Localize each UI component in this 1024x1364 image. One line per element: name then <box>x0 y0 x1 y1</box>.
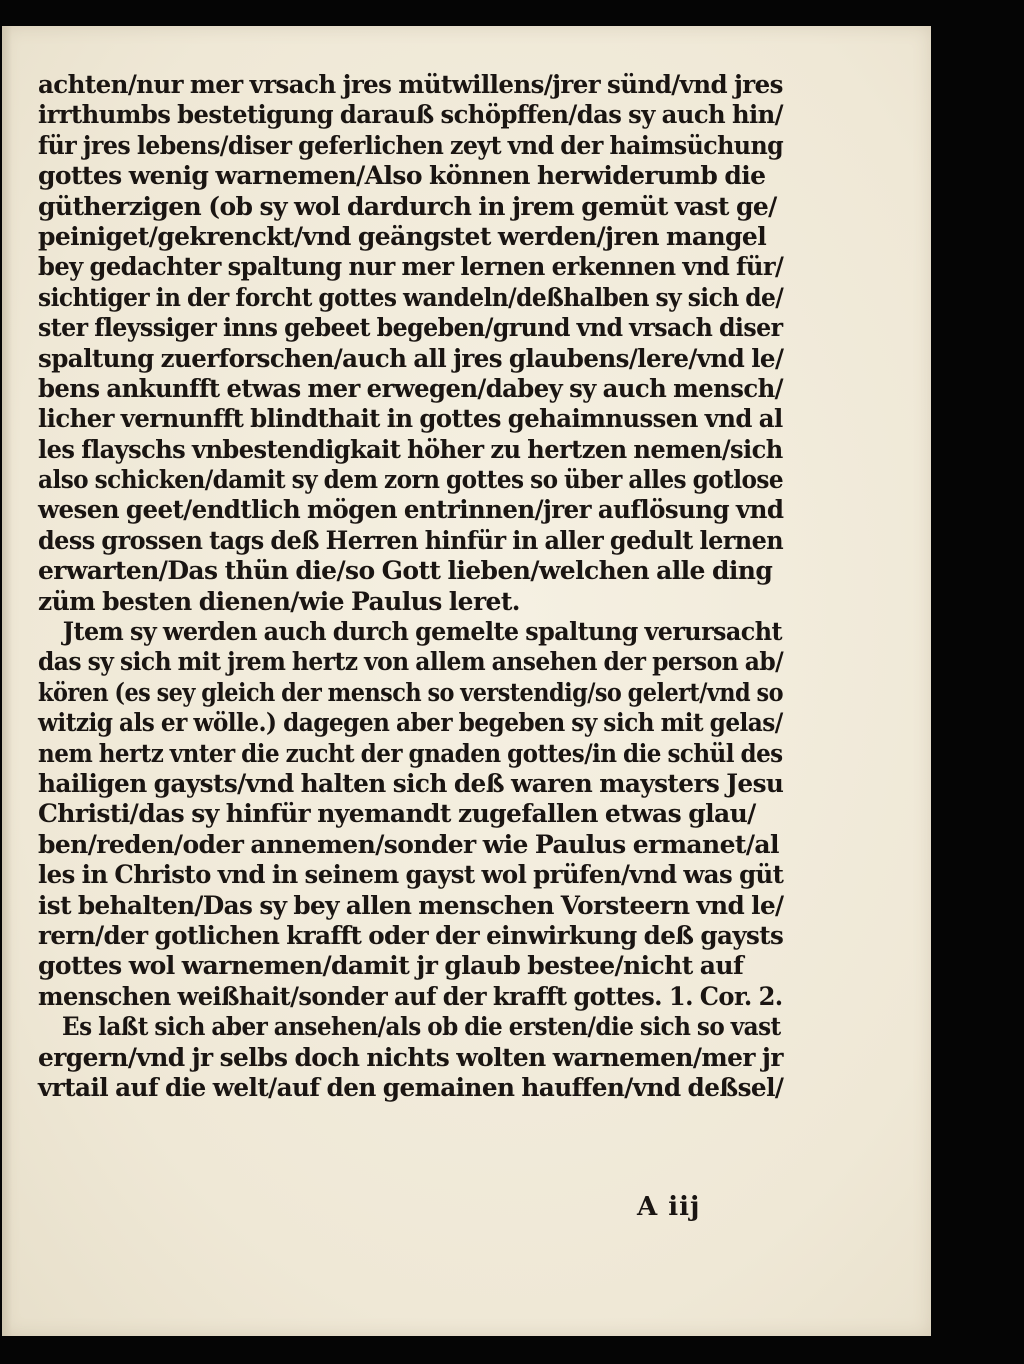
text-line: hailigen gaysts/vnd halten sich deß waren maysters Jesu <box>38 768 784 798</box>
page-signature: A iij <box>637 1192 701 1222</box>
text-line: gottes wol warnemen/damit jr glaub bestee/nicht auf <box>38 951 744 981</box>
text-line: erwarten/Das thün die/so Gott lieben/welchen alle ding <box>38 556 773 586</box>
page-gutter-shadow <box>2 26 12 1336</box>
text-line: irrthumbs bestetigung darauß schöpffen/das sy auch hin/ <box>38 100 783 130</box>
text-line: Christi/das sy hinfür nyemandt zugefallen etwas glau/ <box>38 799 756 829</box>
text-line: dess grossen tags deß Herren hinfür in aller gedult lernen <box>38 525 784 555</box>
text-line: achten/nur mer vrsach jres mütwillens/jrer sünd/vnd jres <box>38 70 783 99</box>
text-line: wesen geet/endtlich mögen entrinnen/jrer auflösung vnd <box>38 495 784 525</box>
body-text <box>38 70 783 1103</box>
text-line: witzig als er wölle.) dagegen aber begeben sy sich mit gelas/ <box>38 708 783 738</box>
text-line: ben/reden/oder annemen/sonder wie Paulus ermanet/al <box>38 829 779 859</box>
text-line: ster fleyssiger inns gebeet begeben/grund vnd vrsach diser <box>38 313 783 343</box>
text-line: kören (es sey gleich der mensch so verstendig/so gelert/vnd so <box>38 677 783 707</box>
text-line: ergern/vnd jr selbs doch nichts wolten warnemen/mer jr <box>38 1042 783 1072</box>
text-line: nem hertz vnter die zucht der gnaden gottes/in die schül des <box>38 738 783 768</box>
text-line: ist behalten/Das sy bey allen menschen Vorsteern vnd le/ <box>38 890 784 920</box>
text-line: gütherzigen (ob sy wol dardurch in jrem gemüt vast ge/ <box>38 191 777 221</box>
text-line: bens ankunfft etwas mer erwegen/dabey sy auch mensch/ <box>38 373 783 403</box>
text-line: rern/der gotlichen krafft oder der einwirkung deß gaysts <box>38 920 784 950</box>
text-line: licher vernunfft blindthait in gottes gehaimnussen vnd al <box>38 404 783 434</box>
text-line: les flayschs vnbestendigkait höher zu hertzen nemen/sich <box>38 434 783 464</box>
text-line: also schicken/damit sy dem zorn gottes so über alles gotlose <box>38 465 784 495</box>
text-line: sichtiger in der forcht gottes wandeln/deßhalben sy sich de/ <box>38 282 784 312</box>
text-line: gottes wenig warnemen/Also können herwiderumb die <box>38 161 766 191</box>
text-line: spaltung zuerforschen/auch all jres glaubens/lere/vnd le/ <box>38 343 784 373</box>
text-line: Es laßt sich aber ansehen/als ob die ersten/die sich so vast <box>62 1012 781 1042</box>
text-line: les in Christo vnd in seinem gayst wol prüfen/vnd was güt <box>38 860 784 890</box>
text-line: Jtem sy werden auch durch gemelte spaltung verursacht <box>62 617 782 647</box>
text-line: vrtail auf die welt/auf den gemainen hauffen/vnd deßsel/ <box>38 1072 784 1102</box>
text-line: das sy sich mit jrem hertz von allem ansehen der person ab/ <box>38 647 784 677</box>
text-line: menschen weißhait/sonder auf der krafft gottes. 1. Cor. 2. <box>38 981 783 1011</box>
text-line: peiniget/gekrenckt/vnd geängstet werden/jren mangel <box>38 221 767 251</box>
text-line: bey gedachter spaltung nur mer lernen erkennen vnd für/ <box>38 252 784 282</box>
text-line: züm besten dienen/wie Paulus leret. <box>38 586 520 616</box>
text-line: für jres lebens/diser geferlichen zeyt vnd der haimsüchung <box>38 130 784 160</box>
